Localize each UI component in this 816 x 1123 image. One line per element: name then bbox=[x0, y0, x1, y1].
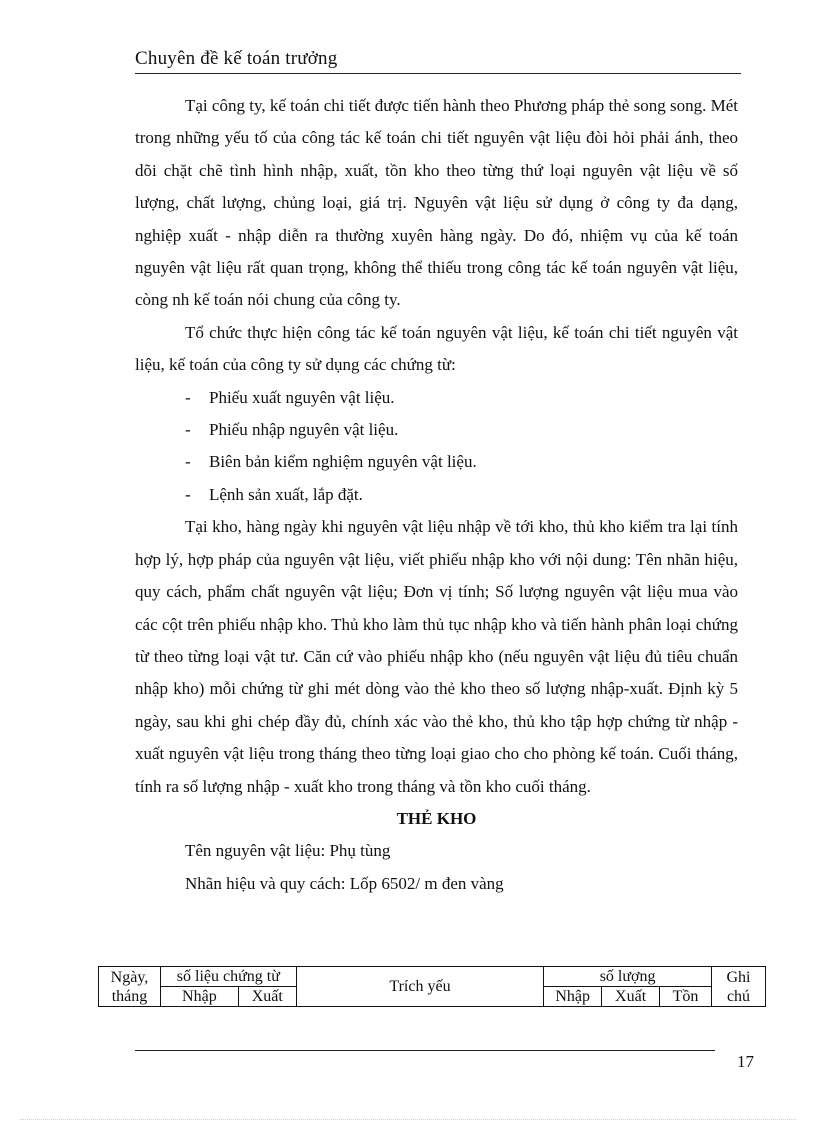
paragraph-3: Tại kho, hàng ngày khi nguyên vật liệu nhập về tới kho, thủ kho kiểm tra lại tính hợp lý, hợp pháp của nguyên vật liệu, viết phiếu nhập kho với nội dung: Tên nhãn hiệu, quy cách, phẩm chất nguyên vật liệu; Đơn vị tính; Số lượng nguyên vật liệu mua vào các cột trên phiếu nhập kho. Thủ kho làm thủ tục nhập kho và tiến hành phân loại chứng từ theo từng loại vật tư. Căn cứ vào phiếu nhập kho (nếu nguyên vật liệu đủ tiêu chuẩn nhập kho) mỗi chứng từ ghi mét dòng vào thẻ kho theo số lượng nhập-xuất. Định kỳ 5 ngày, sau khi ghi chép đầy đủ, chính xác vào thẻ kho, thủ kho tập hợp chứng từ nhập - xuất nguyên vật liệu trong tháng theo từng loại giao cho cho phòng kế toán. Cuối tháng, tính ra số lượng nhập - xuất kho trong tháng và tồn kho cuối tháng. bbox=[135, 517, 738, 796]
document-list bbox=[135, 382, 738, 512]
bullet-marker: - bbox=[185, 484, 191, 504]
col-header-quantity-group: số lượng bbox=[544, 967, 712, 987]
col-header-note: Ghi chú bbox=[712, 967, 766, 1007]
footer-divider bbox=[135, 1050, 715, 1051]
card-title: THẺ KHO bbox=[396, 808, 477, 828]
bullet-marker: - bbox=[185, 452, 191, 472]
paragraph-2: Tổ chức thực hiện công tác kế toán nguyên vật liệu, kế toán chi tiết nguyên vật liệu, kế toán của công ty sử dụng các chứng từ: bbox=[135, 322, 738, 375]
list-item bbox=[135, 382, 738, 414]
col-header-date: Ngày, tháng bbox=[99, 967, 161, 1007]
list-item-text: Lệnh sản xuất, lắp đặt. bbox=[209, 484, 363, 504]
page-number: 17 bbox=[737, 1052, 754, 1071]
col-header-quantity-out: Xuất bbox=[602, 987, 660, 1007]
list-item-text: Phiếu nhập nguyên vật liệu. bbox=[209, 420, 399, 440]
col-header-quantity-stock: Tồn bbox=[660, 987, 712, 1007]
list-item-text: Biên bản kiểm nghiệm nguyên vật liệu. bbox=[209, 452, 477, 472]
col-header-document-group: số liệu chứng từ bbox=[160, 967, 296, 987]
list-item-text: Phiếu xuất nguyên vật liệu. bbox=[209, 387, 395, 407]
list-item bbox=[135, 414, 738, 446]
bullet-marker: - bbox=[185, 420, 191, 440]
stock-card-table bbox=[98, 966, 766, 1007]
col-header-document-in: Nhập bbox=[160, 987, 238, 1007]
brand-spec-line: Nhãn hiệu và quy cách: Lốp 6502/ m đen vàng bbox=[185, 873, 504, 893]
page-header-title: Chuyên đề kế toán trưởng bbox=[135, 48, 338, 69]
list-item bbox=[135, 446, 738, 478]
col-header-document-out: Xuất bbox=[238, 987, 296, 1007]
material-name-line: Tên nguyên vật liệu: Phụ tùng bbox=[185, 841, 391, 861]
col-header-quantity-in: Nhập bbox=[544, 987, 602, 1007]
col-header-summary: Trích yếu bbox=[296, 967, 543, 1007]
page-bottom-dotted-line bbox=[20, 1119, 796, 1120]
document-body bbox=[135, 90, 738, 900]
paragraph-1: Tại công ty, kế toán chi tiết được tiến hành theo Phương pháp thẻ song song. Mét trong những yếu tố của công tác kế toán chi tiết nguyên vật liệu đòi hỏi phải ánh, theo dõi chặt chẽ tình hình nhập, xuất, tồn kho theo từng thứ loại nguyên vật liệu về số lượng, chất lượng, chủng loại, giá trị. Nguyên vật liệu sử dụng ở công ty đa dạng, nghiệp xuất - nhập diễn ra thường xuyên hàng ngày. Do đó, nhiệm vụ của kế toán nguyên vật liệu rất quan trọng, không thể thiếu trong công tác kế toán nguyên vật liệu, còng nh kế toán nói chung của công ty. bbox=[135, 96, 738, 310]
list-item bbox=[135, 479, 738, 511]
header-divider bbox=[135, 73, 741, 74]
bullet-marker: - bbox=[185, 387, 191, 407]
